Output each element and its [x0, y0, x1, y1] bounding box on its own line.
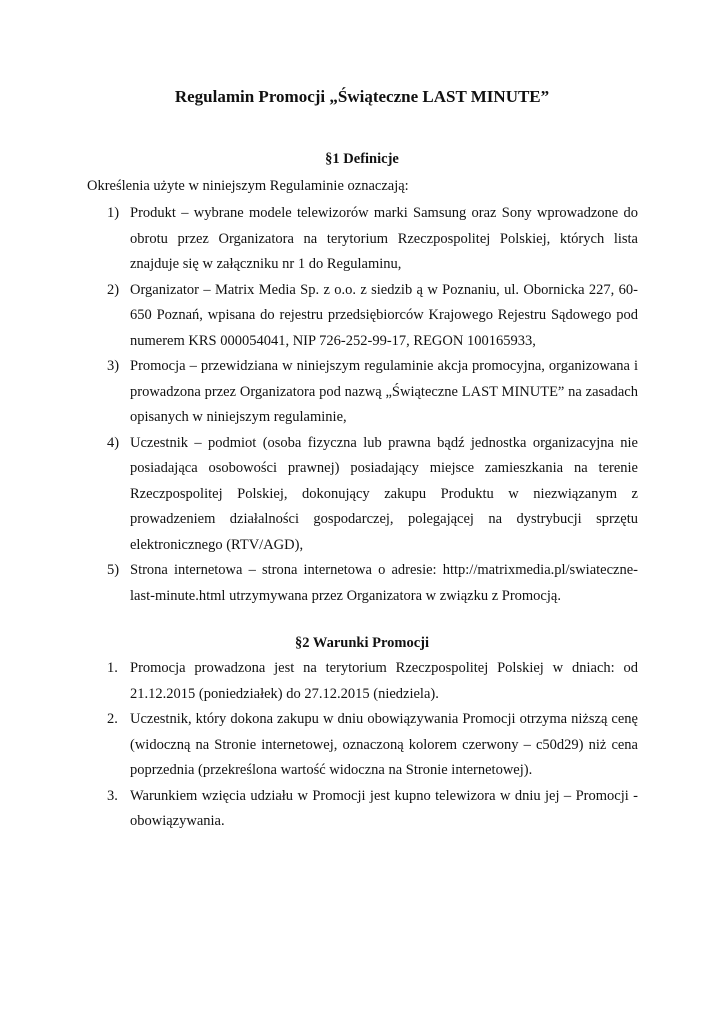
document-title: Regulamin Promocji „Świąteczne LAST MINUTE” — [174, 87, 550, 106]
item-number: 5) — [107, 562, 120, 578]
list-item — [107, 656, 638, 707]
list-item — [107, 354, 638, 431]
item-text: Organizator – Matrix Media Sp. z o.o. z siedzib ą w Poznaniu, ul. Obornicka 227, 60-650 Poznań, wpisana do rejestru przedsiębiorców Krajowego Rejestru Sądowego pod numerem KRS 000054041, NIP 726-252-99-17, REGON 100165933, — [130, 281, 638, 349]
list-item — [107, 784, 638, 835]
conditions-list — [107, 656, 638, 835]
item-text: Uczestnik – podmiot (osoba fizyczna lub prawna bądź jednostka organizacyjna nie posiadająca osobowości prawnej) posiadający miejsce zamieszkania na terenie Rzeczpospolitej Polskiej, dokonujący zakupu Produktu w niezwiązanym z prowadzeniem działalności gospodarczej, polegającej na dystrybucji sprzętu elektronicznego (RTV/AGD), — [130, 434, 638, 553]
item-text: Warunkiem wzięcia udziału w Promocji jest kupno telewizora w dniu jej – Promocji - obowiązywania. — [130, 787, 638, 829]
list-item — [107, 707, 638, 784]
section-heading-conditions: §2 Warunki Promocji — [295, 635, 429, 651]
item-number: 3. — [107, 787, 118, 804]
item-text: Produkt – wybrane modele telewizorów marki Samsung oraz Sony wprowadzone do obrotu przez Organizatora na terytorium Rzeczpospolitej Polskiej, których lista znajduje się w załączniku nr 1 do Regulaminu, — [130, 205, 638, 272]
item-number: 3) — [107, 358, 120, 374]
item-number: 2. — [107, 711, 118, 727]
item-text: Promocja prowadzona jest na terytorium Rzeczpospolitej Polskiej w dniach: od 21.12.2015 (poniedziałek) do 27.12.2015 (niedziela). — [130, 660, 638, 702]
item-number: 1. — [107, 660, 118, 676]
list-item — [107, 431, 638, 559]
item-number: 2) — [107, 281, 120, 298]
section-heading-definitions: §1 Definicje — [325, 151, 399, 167]
list-item — [107, 558, 638, 609]
item-text: Uczestnik, który dokona zakupu w dniu obowiązywania Promocji otrzyma niższą cenę (widoczną na Stronie internetowej, oznaczoną kolorem czerwony – c50d29) niż cena poprzednia (przekreślona wartość widoczna na Stronie internetowej). — [130, 711, 638, 778]
list-item — [107, 278, 638, 355]
definitions-list — [107, 201, 638, 609]
list-item — [107, 201, 638, 278]
item-text: Strona internetowa – strona internetowa o adresie: http://matrixmedia.pl/swiateczne-last-minute.html utrzymywana przez Organizatora w związku z Promocją. — [130, 562, 638, 604]
item-text: Promocja – przewidziana w niniejszym regulaminie akcja promocyjna, organizowana i prowadzona przez Organizatora pod nazwą „Świąteczne LAST MINUTE” na zasadach opisanych w niniejszym regulaminie, — [130, 358, 638, 425]
item-number: 1) — [107, 205, 120, 221]
section-intro: Określenia użyte w niniejszym Regulaminie oznaczają: — [87, 178, 409, 194]
item-number: 4) — [107, 434, 120, 451]
